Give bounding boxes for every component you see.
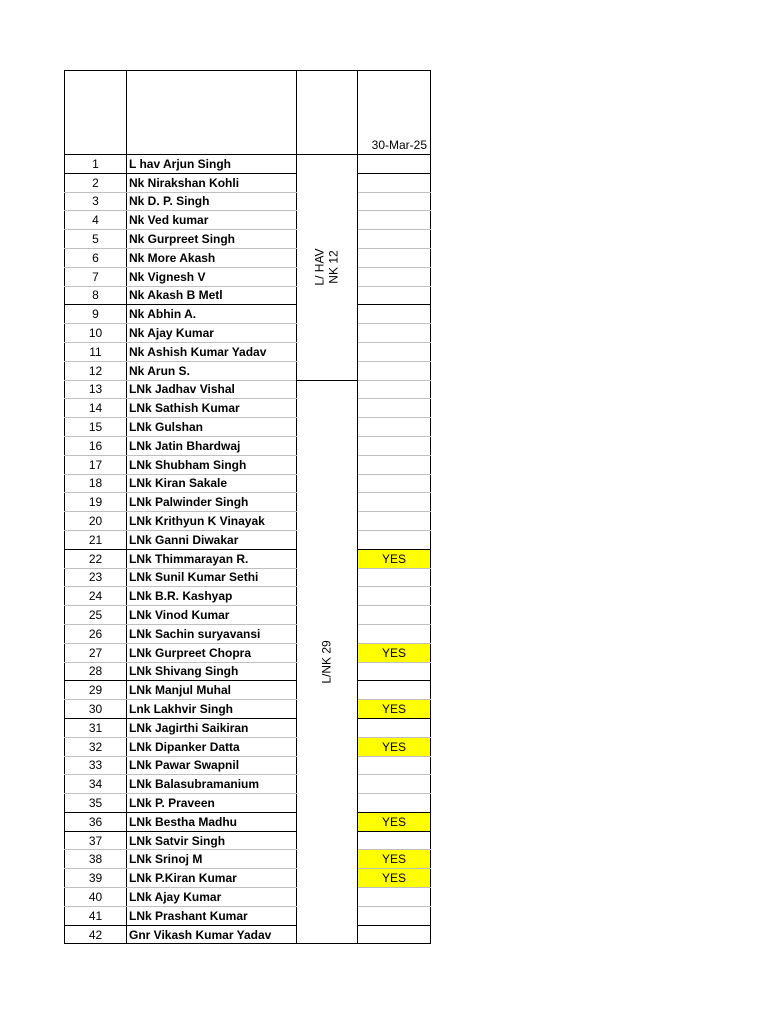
table-row [65, 925, 431, 944]
row-number: 37 [65, 831, 127, 850]
flag-cell [358, 718, 431, 737]
group-cell-2 [297, 380, 358, 944]
table-row [65, 474, 431, 493]
flag-cell [358, 230, 431, 249]
header-no-cell [65, 71, 127, 155]
row-number: 17 [65, 455, 127, 474]
row-number: 24 [65, 587, 127, 606]
flag-cell [358, 380, 431, 399]
flag-cell [358, 248, 431, 267]
flag-cell [358, 794, 431, 813]
header-date: 30-Mar-25 [358, 71, 431, 155]
table-row [65, 756, 431, 775]
row-name: Nk More Akash [127, 248, 297, 267]
table-row [65, 794, 431, 813]
row-number: 19 [65, 493, 127, 512]
row-name: LNk Shubham Singh [127, 455, 297, 474]
row-name: LNk Sunil Kumar Sethi [127, 568, 297, 587]
flag-cell [358, 624, 431, 643]
row-number: 28 [65, 662, 127, 681]
flag-cell [358, 888, 431, 907]
table-row [65, 737, 431, 756]
row-name: Gnr Vikash Kumar Yadav [127, 925, 297, 944]
row-number: 41 [65, 906, 127, 925]
row-number: 21 [65, 530, 127, 549]
table-row [65, 624, 431, 643]
flag-cell [358, 474, 431, 493]
table-row [65, 643, 431, 662]
table-row [65, 230, 431, 249]
row-name: L hav Arjun Singh [127, 155, 297, 174]
flag-cell [358, 455, 431, 474]
yes-flag-cell: YES [358, 869, 431, 888]
row-name: LNk Gulshan [127, 418, 297, 437]
header-group-cell [297, 71, 358, 155]
flag-cell [358, 775, 431, 794]
group-label: L/NK 29 [319, 640, 334, 684]
row-name: LNk Sathish Kumar [127, 399, 297, 418]
table-row [65, 361, 431, 380]
row-name: LNk Balasubramanium [127, 775, 297, 794]
table-row [65, 775, 431, 794]
table-row [65, 850, 431, 869]
flag-cell [358, 587, 431, 606]
yes-flag-cell: YES [358, 737, 431, 756]
flag-cell [358, 662, 431, 681]
row-name: LNk Palwinder Singh [127, 493, 297, 512]
row-name: LNk Vinod Kumar [127, 606, 297, 625]
row-name: LNk Ganni Diwakar [127, 530, 297, 549]
row-number: 40 [65, 888, 127, 907]
row-name: Nk Ashish Kumar Yadav [127, 342, 297, 361]
flag-cell [358, 925, 431, 944]
flag-cell [358, 267, 431, 286]
table-row [65, 493, 431, 512]
yes-flag-cell: YES [358, 812, 431, 831]
table-row [65, 812, 431, 831]
flag-cell [358, 568, 431, 587]
table-row [65, 155, 431, 174]
yes-flag-cell: YES [358, 643, 431, 662]
table-row [65, 192, 431, 211]
flag-cell [358, 906, 431, 925]
row-name: Nk Arun S. [127, 361, 297, 380]
row-name: LNk Sachin suryavansi [127, 624, 297, 643]
row-name: LNk Satvir Singh [127, 831, 297, 850]
row-number: 29 [65, 681, 127, 700]
row-name: Nk Gurpreet Singh [127, 230, 297, 249]
row-name: LNk Jatin Bhardwaj [127, 436, 297, 455]
row-name: LNk Bestha Madhu [127, 812, 297, 831]
row-name: LNk Kiran Sakale [127, 474, 297, 493]
row-name: Nk D. P. Singh [127, 192, 297, 211]
row-name: LNk Pawar Swapnil [127, 756, 297, 775]
row-number: 11 [65, 342, 127, 361]
group-cell-1 [297, 155, 358, 381]
table-row [65, 906, 431, 925]
table-row [65, 888, 431, 907]
roster-body [65, 155, 431, 944]
yes-flag-cell: YES [358, 549, 431, 568]
row-number: 26 [65, 624, 127, 643]
table-row [65, 267, 431, 286]
table-row [65, 718, 431, 737]
flag-cell [358, 831, 431, 850]
roster-table [64, 70, 431, 944]
table-row [65, 606, 431, 625]
row-name: LNk Manjul Muhal [127, 681, 297, 700]
table-row [65, 342, 431, 361]
row-name: Lnk Lakhvir Singh [127, 700, 297, 719]
flag-cell [358, 606, 431, 625]
table-row [65, 568, 431, 587]
flag-cell [358, 399, 431, 418]
row-number: 31 [65, 718, 127, 737]
yes-flag-cell: YES [358, 700, 431, 719]
row-name: LNk Jadhav Vishal [127, 380, 297, 399]
row-name: Nk Abhin A. [127, 305, 297, 324]
row-name: Nk Ajay Kumar [127, 324, 297, 343]
flag-cell [358, 342, 431, 361]
row-number: 7 [65, 267, 127, 286]
row-number: 9 [65, 305, 127, 324]
row-number: 1 [65, 155, 127, 174]
row-number: 32 [65, 737, 127, 756]
table-row [65, 211, 431, 230]
row-number: 5 [65, 230, 127, 249]
row-number: 12 [65, 361, 127, 380]
table-row [65, 286, 431, 305]
header-row [65, 71, 431, 155]
row-number: 23 [65, 568, 127, 587]
row-name: LNk Krithyun K Vinayak [127, 512, 297, 531]
row-number: 14 [65, 399, 127, 418]
flag-cell [358, 436, 431, 455]
row-number: 34 [65, 775, 127, 794]
flag-cell [358, 173, 431, 192]
row-number: 20 [65, 512, 127, 531]
row-name: LNk P. Praveen [127, 794, 297, 813]
row-number: 10 [65, 324, 127, 343]
table-row [65, 436, 431, 455]
row-number: 38 [65, 850, 127, 869]
row-name: LNk Dipanker Datta [127, 737, 297, 756]
row-name: Nk Nirakshan Kohli [127, 173, 297, 192]
flag-cell [358, 418, 431, 437]
flag-cell [358, 155, 431, 174]
row-name: Nk Vignesh V [127, 267, 297, 286]
row-number: 30 [65, 700, 127, 719]
table-row [65, 587, 431, 606]
table-row [65, 399, 431, 418]
table-row [65, 700, 431, 719]
row-number: 13 [65, 380, 127, 399]
group-label: L/ HAV NK 12 [313, 248, 341, 286]
table-row [65, 324, 431, 343]
row-number: 8 [65, 286, 127, 305]
row-name: LNk Srinoj M [127, 850, 297, 869]
row-name: LNk Prashant Kumar [127, 906, 297, 925]
row-name: LNk P.Kiran Kumar [127, 869, 297, 888]
flag-cell [358, 286, 431, 305]
row-name: LNk Thimmarayan R. [127, 549, 297, 568]
table-row [65, 662, 431, 681]
flag-cell [358, 493, 431, 512]
flag-cell [358, 324, 431, 343]
flag-cell [358, 530, 431, 549]
table-row [65, 173, 431, 192]
row-number: 39 [65, 869, 127, 888]
row-number: 16 [65, 436, 127, 455]
table-row [65, 512, 431, 531]
flag-cell [358, 681, 431, 700]
row-number: 2 [65, 173, 127, 192]
row-number: 27 [65, 643, 127, 662]
flag-cell [358, 192, 431, 211]
flag-cell [358, 211, 431, 230]
row-number: 42 [65, 925, 127, 944]
row-number: 33 [65, 756, 127, 775]
row-name: Nk Ved kumar [127, 211, 297, 230]
row-name: LNk Shivang Singh [127, 662, 297, 681]
table-row [65, 831, 431, 850]
row-number: 18 [65, 474, 127, 493]
row-number: 25 [65, 606, 127, 625]
flag-cell [358, 361, 431, 380]
yes-flag-cell: YES [358, 850, 431, 869]
header-name-cell [127, 71, 297, 155]
table-row [65, 455, 431, 474]
row-name: LNk Gurpreet Chopra [127, 643, 297, 662]
flag-cell [358, 512, 431, 531]
table-row [65, 248, 431, 267]
row-number: 4 [65, 211, 127, 230]
table-row [65, 549, 431, 568]
row-number: 3 [65, 192, 127, 211]
flag-cell [358, 305, 431, 324]
row-number: 15 [65, 418, 127, 437]
row-name: LNk Jagirthi Saikiran [127, 718, 297, 737]
row-name: Nk Akash B Metl [127, 286, 297, 305]
row-name: LNk Ajay Kumar [127, 888, 297, 907]
row-number: 35 [65, 794, 127, 813]
table-row [65, 869, 431, 888]
row-name: LNk B.R. Kashyap [127, 587, 297, 606]
row-number: 6 [65, 248, 127, 267]
table-row [65, 380, 431, 399]
row-number: 22 [65, 549, 127, 568]
row-number: 36 [65, 812, 127, 831]
table-row [65, 681, 431, 700]
table-row [65, 418, 431, 437]
table-row [65, 305, 431, 324]
flag-cell [358, 756, 431, 775]
table-row [65, 530, 431, 549]
